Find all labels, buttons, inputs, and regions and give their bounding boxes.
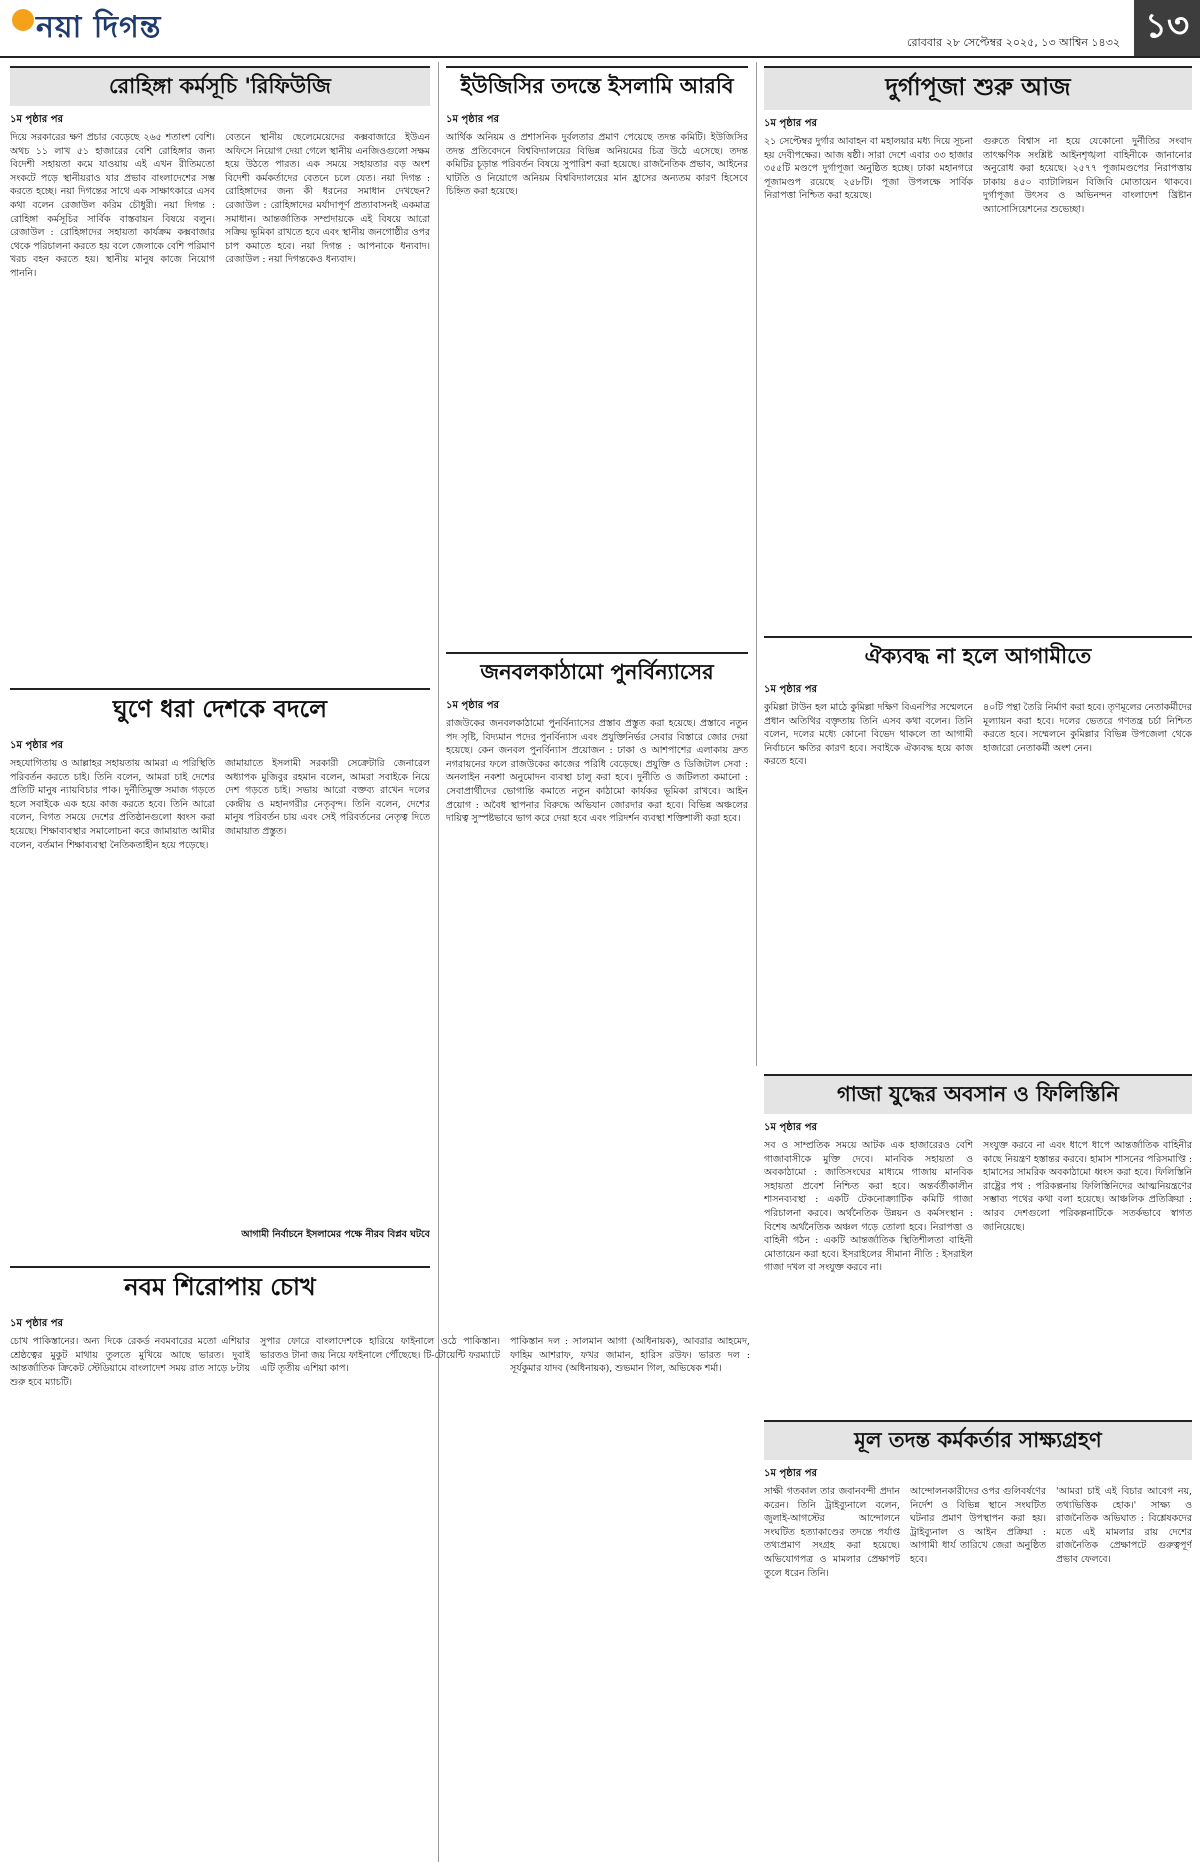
article-body: বেতনে স্থানীয় ছেলেমেয়েদের কক্সবাজারে ইউএন অফিসে নিয়োগ দেয়া গেলে স্থানীয় এনজিওগুলো সক্ষম হয়ে উঠতে পারত। এক সময়ে সহায়তার বড় অংশ বিদেশী কর্মকর্তাদের বেতনে চলে যেত। নয়া দিগন্ত : রোহিঙ্গাদের জন্য কী ধরনের সমাধান দেখছেন? রেজাউল : রোহিঙ্গাদের মর্যাদাপূর্ণ প্রত্যাবাসনই একমাত্র সমাধান। আন্তর্জাতিক সম্প্রদায়কে এই বিষয়ে আরো সক্রিয় ভূমিকা রাখতে হবে এবং স্থানীয় জনগোষ্ঠীর ওপর চাপ কমাতে হবে। নয়া দিগন্ত : আপনাকে ধন্যবাদ। রেজাউল : নয়া দিগন্তকেও ধন্যবাদ। [225, 132, 430, 266]
continuation-label: ১ম পৃষ্ঠার পর [446, 114, 499, 125]
article-body: রাজউকের জনবলকাঠামো পুনর্বিন্যাসের প্রস্তাব প্রস্তুত করা হয়েছে। প্রস্তাবে নতুন পদ সৃষ্টি, বিদ্যমান পদের পুনর্বিন্যাস এবং প্রযুক্তিনির্ভর সেবার বিস্তারে জোর দেয়া হয়েছে। কেন জনবল পুনর্বিন্যাস প্রয়োজন : ঢাকা ও আশপাশের এলাকায় দ্রুত নগরায়নের ফলে রাজউকের কাজের পরিধি বেড়েছে। প্রযুক্তি ও ডিজিটাল সেবা : অনলাইন নকশা অনুমোদন ব্যবস্থা চালু করা হবে। দুর্নীতি ও জটিলতা কমানো : সেবাপ্রার্থীদের ভোগান্তি কমাতে নতুন কাঠামো কার্যকর ভূমিকা রাখবে। আইন প্রয়োগ : অবৈধ স্থাপনার বিরুদ্ধে অভিযান জোরদার করা হবে। বিভিন্ন অঞ্চলের দায়িত্ব সুস্পষ্টভাবে ভাগ করে দেয়া হবে এবং পরিদর্শন ব্যবস্থা শক্তিশালী করা হবে। [446, 718, 748, 825]
article-body: সাক্ষী গতকাল তার জবানবন্দী প্রদান করেন। তিনি ট্রাইব্যুনালে বলেন, জুলাই-আগস্টের আন্দোলনে সংঘটিত হত্যাকাণ্ডের তদন্তে পর্যাপ্ত তথ্যপ্রমাণ সংগ্রহ করা হয়েছে। অভিযোগপত্র ও মামলার প্রেক্ষাপট তুলে ধরেন তিনি। [764, 1486, 900, 1579]
continuation-label: ১ম পৃষ্ঠার পর [764, 118, 817, 129]
continuation-label: ১ম পৃষ্ঠার পর [10, 114, 63, 125]
article-body: সব ও সাম্প্রতিক সময়ে আটক এক হাজারেরও বেশি গাজাবাসীকে মুক্তি দেবে। মানবিক সহায়তা ও অবকাঠামো : জাতিসংঘের মাধ্যমে গাজায় মানবিক সহায়তা প্রবেশ নিশ্চিত করা হবে। অন্তর্বর্তীকালীন শাসনব্যবস্থা : একটি টেকনোক্র্যাটিক কমিটি গাজা পরিচালনা করবে। অর্থনৈতিক উন্নয়ন ও কর্মসংস্থান : বিশেষ অর্থনৈতিক অঞ্চল গড়ে তোলা হবে। নিরাপত্তা ও বাহিনী গঠন : একটি আন্তর্জাতিক স্থিতিশীলতা বাহিনী মোতায়েন করা হবে। ইসরাইলের সীমানা নীতি : ইসরাইল গাজা দখল বা সংযুক্ত করবে না। [764, 1140, 973, 1274]
article-unity [764, 636, 1192, 1056]
continuation-label: ১ম পৃষ্ঠার পর [10, 740, 63, 751]
article-body: চোখ পাকিস্তানের। অন্য দিকে রেকর্ড নবমবারের মতো এশিয়ার শ্রেষ্ঠত্বের মুকুট মাথায় তুলতে মুখিয়ে আছে ভারত। দুবাই আন্তর্জাতিক ক্রিকেট স্টেডিয়ামে বাংলাদেশ সময় রাত সাড়ে ৮টায় শুরু হবে ম্যাচটি। [10, 1336, 250, 1388]
article-durga-puja [764, 66, 1192, 626]
headline: মূল তদন্ত কর্মকর্তার সাক্ষ্যগ্রহণ [764, 1420, 1192, 1460]
article-body: ৪০টি পন্থা তৈরি নির্মাণ করা হবে। তৃণমূলের নেতাকর্মীদের মূল্যায়ন করা হবে। দলের ভেতরে গণতন্ত্র চর্চা নিশ্চিত করতে হবে। সম্মেলনে কুমিল্লার বিভিন্ন উপজেলা থেকে হাজারো নেতাকর্মী অংশ নেন। [983, 702, 1192, 754]
jump-line: আগামী নির্বাচনে ইসলামের পক্ষে নীরব বিপ্লব ঘটবে [241, 1229, 430, 1240]
article-body: গুরুতে বিশ্বাস না হয়ে যেকোনো দুর্নীতির সংবাদ তাৎক্ষণিক সংশ্লিষ্ট আইনশৃঙ্খলা বাহিনীকে জানানোর অনুরোধ করা হয়েছে। ২৫৭৭ পূজামণ্ডপের নিরাপত্তায় ঢাকায় ৪৫০ ব্যাটালিয়ন বিজিবি মোতায়েন থাকবে। দুর্গাপূজা উৎসব ও অভিনন্দন বাংলাদেশ খ্রিষ্টান অ্যাসোসিয়েশনের শুভেচ্ছা। [983, 136, 1192, 215]
article-gaza-war [764, 1074, 1192, 1404]
issue-date: রোববার ২৮ সেপ্টেম্বর ২০২৫, ১৩ আশ্বিন ১৪৩২ [907, 36, 1120, 49]
headline: নবম শিরোপায় চোখ [10, 1266, 430, 1310]
article-body: কুমিল্লা টাউন হল মাঠে কুমিল্লা দক্ষিণ বিএনপির সম্মেলনে প্রধান অতিথির বক্তৃতায় তিনি এসব কথা বলেন। তিনি বলেন, দলের মধ্যে কোনো বিভেদ থাকলে তা আগামী নির্বাচনে ক্ষতির কারণ হবে। সবাইকে ঐক্যবদ্ধ হয়ে কাজ করতে হবে। [764, 702, 973, 768]
article-body: সংযুক্ত করবে না এবং ধাপে ধাপে আন্তর্জাতিক বাহিনীর কাছে নিয়ন্ত্রণ হস্তান্তর করবে। হামাস শাসনের পরিসমাপ্তি : হামাসের সামরিক অবকাঠামো ধ্বংস করা হবে। ফিলিস্তিনি রাষ্ট্রের পথ : পরিকল্পনায় ফিলিস্তিনিদের আত্মনিয়ন্ত্রণের সম্ভাব্য পথের কথা বলা হয়েছে। আঞ্চলিক প্রতিক্রিয়া : আরব দেশগুলো পরিকল্পনাটিকে সতর্কভাবে স্বাগত জানিয়েছে। [983, 1140, 1192, 1233]
sun-icon [12, 9, 34, 31]
continuation-label: ১ম পৃষ্ঠার পর [446, 700, 499, 711]
page-number: ১৩ [1134, 0, 1200, 56]
headline: ঐক্যবদ্ধ না হলে আগামীতে [764, 636, 1192, 676]
article-body: সহযোগিতায় ও আল্লাহর সহায়তায় আমরা এ পরিস্থিতি পরিবর্তন করতে চাই। তিনি বলেন, আমরা চাই দেশের প্রতিটি মানুষ ন্যায়বিচার পাক। দুর্নীতিমুক্ত সমাজ গড়তে হলে সবাইকে এক হয়ে কাজ করতে হবে। তিনি আরো বলেন, বিগত সময়ে দেশের প্রতিষ্ঠানগুলো ধ্বংস করা হয়েছে। শিক্ষাব্যবস্থার সমালোচনা করে জামায়াত আমীর বলেন, বর্তমান শিক্ষাব্যবস্থা নৈতিকতাহীন হয়ে পড়েছে। [10, 758, 215, 851]
headline: জনবলকাঠামো পুনর্বিন্যাসের [446, 652, 748, 692]
article-body: জামায়াতে ইসলামী সরকারী সেক্রেটারি জেনারেল অধ্যাপক মুজিবুর রহমান বলেন, আমরা সবাইকে নিয়ে দেশ গড়তে চাই। সভায় আরো বক্তব্য রাখেন দলের কেন্দ্রীয় ও মহানগরীর নেতৃবৃন্দ। তিনি বলেন, দেশের মানুষ পরিবর্তন চায় এবং সেই পরিবর্তনের নেতৃত্ব দিতে জামায়াত প্রস্তুত। [225, 758, 430, 837]
article-body: আন্দোলনকারীদের ওপর গুলিবর্ষণের নির্দেশ ও বিভিন্ন স্থানে সংঘটিত ঘটনার প্রমাণ উপস্থাপন করা হয়। ট্রাইব্যুনাল ও আইন প্রক্রিয়া : আগামী ধার্য তারিখে জেরা অনুষ্ঠিত হবে। [910, 1486, 1046, 1565]
continuation-label: ১ম পৃষ্ঠার পর [764, 1122, 817, 1133]
article-manpower-restructure [446, 652, 748, 1254]
article-body: ২১ সেপ্টেম্বর দুর্গার আবাহন বা মহালয়ার মধ্য দিয়ে সূচনা হয় দেবীপক্ষের। আজ ষষ্ঠী। সারা দেশে এবার ৩৩ হাজার ৩৫৫টি মণ্ডপে দুর্গাপূজা অনুষ্ঠিত হচ্ছে। ঢাকা মহানগরে পূজামণ্ডপ রয়েছে ২৫৮টি। পূজা উপলক্ষে সার্বিক নিরাপত্তা নিশ্চিত করা হয়েছে। [764, 136, 973, 202]
headline: রোহিঙ্গা কর্মসূচি 'রিফিউজি [10, 66, 430, 106]
article-change-country [10, 688, 430, 1248]
headline: ঘুণে ধরা দেশকে বদলে [10, 688, 430, 732]
article-rohingya [10, 66, 430, 666]
article-body: দিয়ে সরকারের ক্ষণ প্রচার বেড়েছে ২৬৫ শতাংশ বেশি। অথচ ১১ লাখ ৫১ হাজারের বেশি রোহিঙ্গার জন্য বিদেশী সহায়তা কমে যাওয়ায় এই এখন রীতিমতো সংকটে পড়ে স্থানীয়রাও যার প্রভাব বাংলাদেশের সম্ভ করতে হচ্ছে। নয়া দিগন্তের সাথে এক সাক্ষাৎকারে এসব কথা বলেন রেজাউল করিম চৌধুরী। নয়া দিগন্ত : রোহিঙ্গা কর্মসূচির সার্বিক বাস্তবায়ন বিষয়ে বলুন। রেজাউল : রোহিঙ্গাদের সহায়তা কার্যক্রম কক্সবাজার থেকে পরিচালনা করতে হয় বলে জেলাকে বেশি পরিমাণ খরচ বহন করতে হয়। স্থানীয় মানুষ কাজে নিয়োগ পাননি। [10, 132, 215, 279]
continuation-label: ১ম পৃষ্ঠার পর [764, 684, 817, 695]
masthead [0, 0, 1200, 58]
headline: ইউজিসির তদন্তে ইসলামি আরবি [446, 66, 748, 106]
logo-text: নয়া দিগন্ত [36, 9, 162, 45]
article-body: 'আমরা চাই এই বিচার আবেগ নয়, তথ্যভিত্তিক হোক।' সাক্ষ্য ও রাজনৈতিক অভিঘাত : বিশ্লেষকদের মতে এই মামলার রায় দেশের রাজনৈতিক প্রেক্ষাপটে গুরুত্বপূর্ণ প্রভাব ফেলবে। [1056, 1486, 1192, 1565]
article-body: সুপার ফোরে বাংলাদেশকে হারিয়ে ফাইনালে ওঠে পাকিস্তান। ভারতও টানা জয় নিয়ে ফাইনালে পৌঁছেছে। টি-টোয়েন্টি ফরম্যাটে এটি তৃতীয় এশিয়া কাপ। [260, 1336, 500, 1375]
article-witness-testimony [764, 1420, 1192, 1860]
column-divider [756, 62, 757, 1066]
article-body: পাকিস্তান দল : সালমান আগা (অধিনায়ক), আবরার আহমেদ, ফাহিম আশরাফ, ফখর জামান, হারিস রউফ। ভারত দল : সূর্যকুমার যাদব (অধিনায়ক), শুভমান গিল, অভিষেক শর্মা। [510, 1336, 750, 1375]
headline: দুর্গাপূজা শুরু আজ [764, 66, 1192, 110]
headline: গাজা যুদ্ধের অবসান ও ফিলিস্তিনি [764, 1074, 1192, 1114]
continuation-label: ১ম পৃষ্ঠার পর [764, 1468, 817, 1479]
article-ninth-title [10, 1266, 750, 1858]
article-body: আর্থিক অনিয়ম ও প্রশাসনিক দুর্বলতার প্রমাণ পেয়েছে তদন্ত কমিটি। ইউজিসির তদন্ত প্রতিবেদনে বিশ্ববিদ্যালয়ের বিভিন্ন অনিয়মের চিত্র উঠে এসেছে। তদন্ত কমিটির চূড়ান্ত পরিবর্তন বিষয়ে সুপারিশ করা হয়েছে। রাজনৈতিক প্রভাব, আইনের ঘাটতি ও নিয়োগে অনিয়ম বিশ্ববিদ্যালয়ের মান হ্রাসের অন্যতম কারণ হিসেবে চিহ্নিত করা হয়েছে। [446, 132, 748, 198]
newspaper-logo [10, 6, 161, 50]
article-ugc-investigation [446, 66, 748, 636]
continuation-label: ১ম পৃষ্ঠার পর [10, 1318, 63, 1329]
